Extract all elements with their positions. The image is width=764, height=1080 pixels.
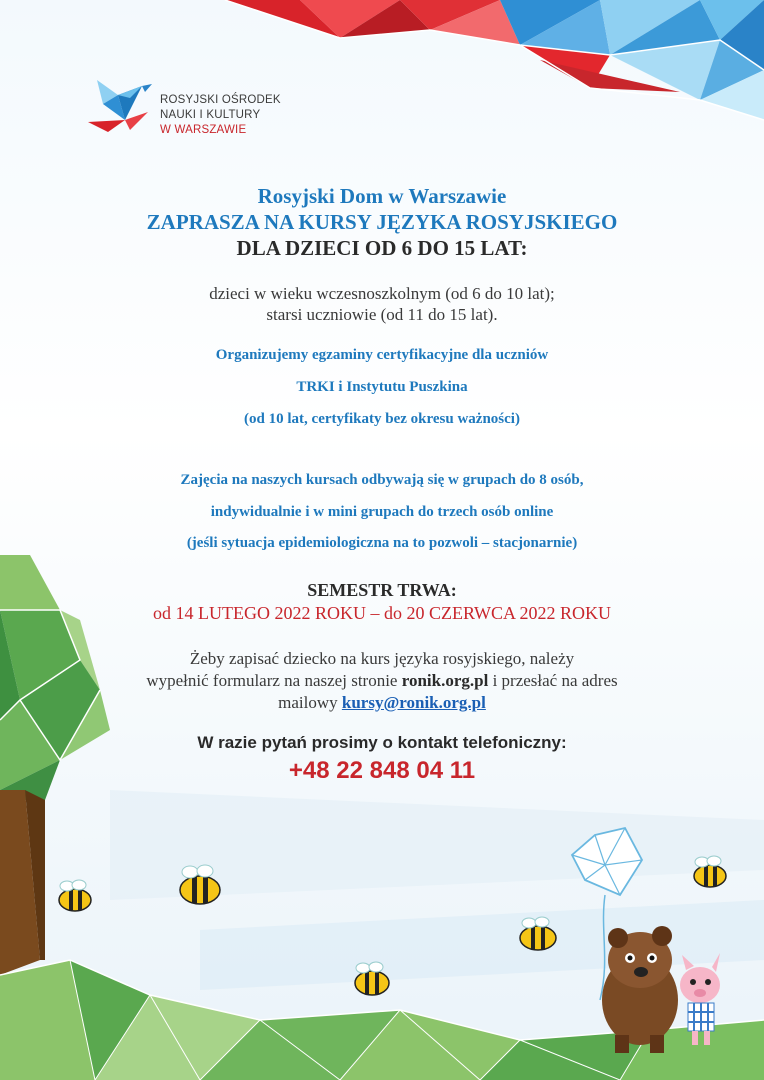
logo-line-1: ROSYJSKI OŚRODEK bbox=[160, 94, 281, 106]
age-groups-line-2: starsi uczniowie (od 11 do 15 lat). bbox=[266, 305, 498, 324]
signup-line-3-prefix: mailowy bbox=[278, 693, 342, 712]
email-link[interactable]: kursy@ronik.org.pl bbox=[341, 693, 486, 712]
semester-dates: od 14 LUTEGO 2022 ROKU – do 20 CZERWCA 2022 ROKU bbox=[153, 603, 611, 623]
piglet-icon bbox=[680, 953, 720, 1045]
logo-line-2: NAUKI I KULTURY bbox=[160, 109, 261, 121]
exams-line-2: TRKI i Instytutu Puszkina bbox=[296, 379, 468, 395]
heading-line-1: Rosyjski Dom w Warszawie bbox=[257, 184, 507, 208]
bee-icon bbox=[520, 917, 556, 950]
bear-icon bbox=[602, 926, 678, 1053]
exams-line-1: Organizujemy egzaminy certyfikacyjne dla uczniów bbox=[215, 347, 549, 363]
signup-line-2 bbox=[0, 671, 764, 690]
bee-icon bbox=[180, 865, 220, 904]
age-groups-line-1: dzieci w wieku wczesnoszkolnym (od 6 do 10 lat); bbox=[209, 284, 555, 303]
signup-line-3 bbox=[0, 693, 764, 712]
contact-phone[interactable]: +48 22 848 04 11 bbox=[288, 757, 476, 784]
logo-line-3: W WARSZAWIE bbox=[160, 124, 247, 136]
exams-line-3: (od 10 lat, certyfikaty bez okresu ważności) bbox=[244, 411, 520, 427]
website-link[interactable]: ronik.org.pl bbox=[401, 671, 489, 690]
classes-line-2: indywidualnie i w mini grupach do trzech osób online bbox=[210, 504, 554, 520]
signup-line-2-prefix: wypełnić formularz na naszej stronie bbox=[146, 671, 402, 690]
semester-title: SEMESTR TRWA: bbox=[307, 580, 457, 600]
bee-icon bbox=[59, 880, 91, 911]
heading-line-3: DLA DZIECI OD 6 DO 15 LAT: bbox=[236, 236, 528, 260]
classes-line-3: (jeśli sytuacja epidemiologiczna na to pozwoli – stacjonarnie) bbox=[186, 535, 578, 551]
bee-icon bbox=[694, 856, 726, 887]
signup-line-2-suffix: i przesłać na adres bbox=[488, 671, 618, 690]
top-origami-banner bbox=[0, 0, 764, 130]
heading-line-2: ZAPRASZA NA KURSY JĘZYKA ROSYJSKIEGO bbox=[146, 210, 618, 234]
signup-line-1: Żeby zapisać dziecko na kurs języka rosyjskiego, należy bbox=[189, 649, 575, 668]
contact-label: W razie pytań prosimy o kontakt telefoniczny: bbox=[197, 733, 567, 752]
classes-line-1: Zajęcia na naszych kursach odbywają się w grupach do 8 osób, bbox=[180, 472, 584, 488]
logo-text bbox=[160, 93, 281, 138]
bee-icon bbox=[355, 962, 389, 995]
balloon-icon bbox=[572, 828, 642, 1000]
